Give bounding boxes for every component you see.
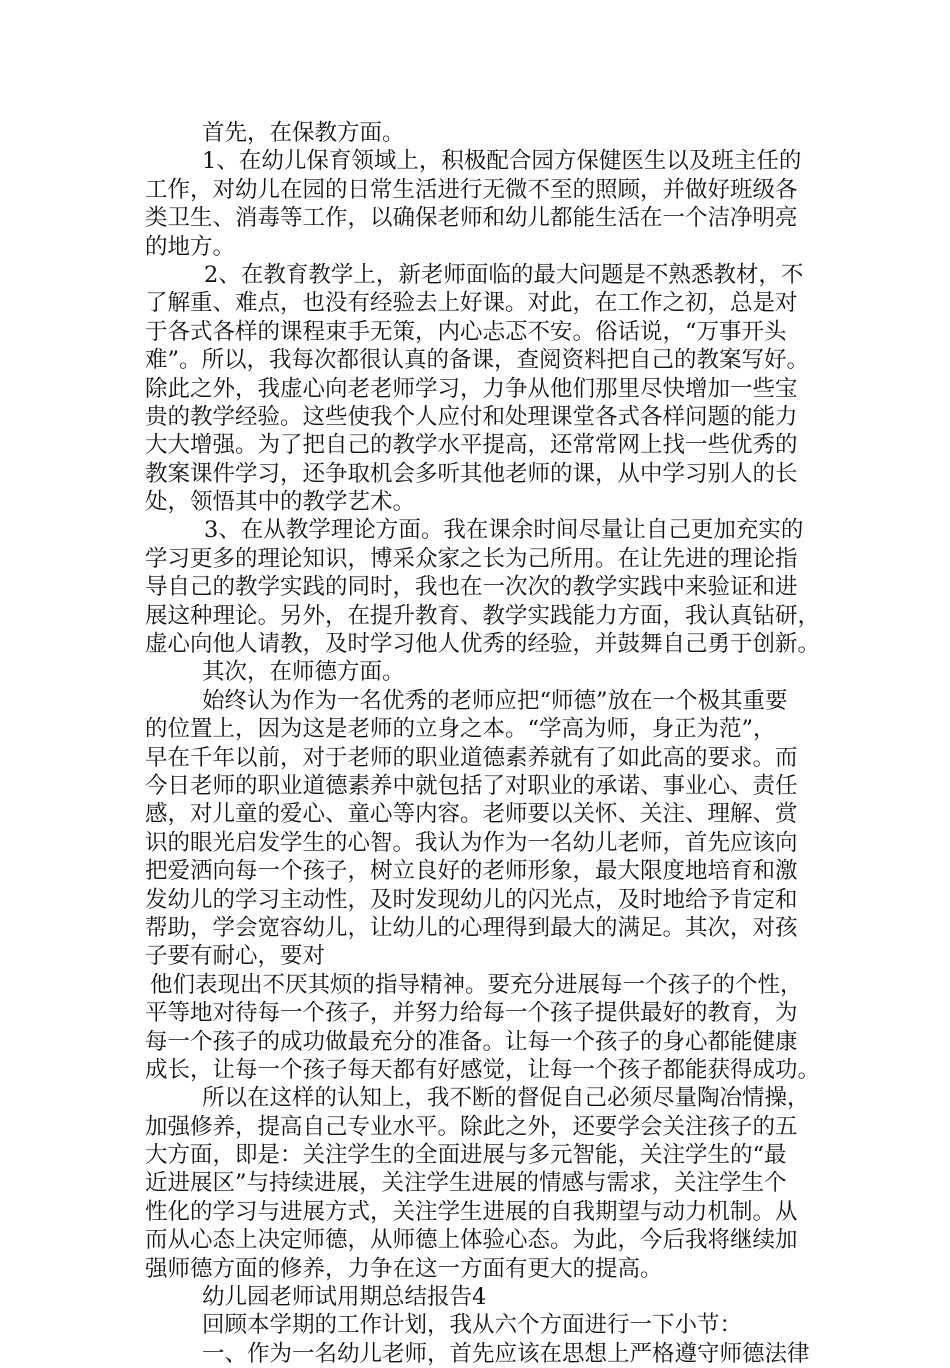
text-line: 1、在幼儿保育领域上，积极配合园方保健医生以及班主任的 bbox=[202, 148, 802, 175]
text-line: 难”。所以，我每次都很认真的备课，查阅资料把自己的教案写好。 bbox=[145, 347, 810, 374]
text-line: 子要有耐心，要对 bbox=[145, 943, 326, 970]
text-line: 虚心向他人请教，及时学习他人优秀的经验，并鼓舞自己勇于创新。 bbox=[145, 631, 821, 658]
text-line: 始终认为作为一名优秀的老师应把“师德”放在一个极其重要 bbox=[202, 687, 788, 714]
text-line: 性化的学习与进展方式，关注学生进展的自我期望与动力机制。从 bbox=[145, 1198, 798, 1225]
text-line: 3、在从教学理论方面。我在课余时间尽量让自己更加充实的 bbox=[204, 517, 804, 544]
text-line: 每一个孩子的成功做最充分的准备。让每一个孩子的身心都能健康 bbox=[145, 1028, 798, 1055]
text-line: 而从心态上决定师德，从师德上体验心态。为此，今后我将继续加 bbox=[145, 1227, 798, 1254]
text-line: 的位置上，因为这是老师的立身之本。“学高为师，身正为范”， bbox=[145, 716, 776, 743]
text-line: 回顾本学期的工作计划，我从六个方面进行一下小节： bbox=[202, 1312, 743, 1339]
text-line: 所以在这样的认知上，我不断的督促自己必须尽量陶冶情操， bbox=[202, 1085, 810, 1112]
text-line: 教案课件学习，还争取机会多听其他老师的课，从中学习别人的长 bbox=[145, 460, 798, 487]
section-heading: 幼儿园老师试用期总结报告4 bbox=[202, 1284, 487, 1311]
text-line: 展这种理论。另外，在提升教育、教学实践能力方面，我认真钻研， bbox=[145, 602, 821, 629]
text-line: 于各式各样的课程束手无策，内心忐忑不安。俗话说，“万事开头 bbox=[145, 318, 787, 345]
text-line: 加强修养，提高自己专业水平。除此之外，还要学会关注孩子的五 bbox=[145, 1113, 798, 1140]
text-line: 识的眼光启发学生的心智。我认为作为一名幼儿老师，首先应该向 bbox=[145, 829, 798, 856]
text-line: 除此之外，我虚心向老老师学习，力争从他们那里尽快增加一些宝 bbox=[145, 375, 798, 402]
text-line: 早在千年以前，对于老师的职业道德素养就有了如此高的要求。而 bbox=[145, 744, 798, 771]
text-line: 大方面，即是：关注学生的全面进展与多元智能，关注学生的“最 bbox=[145, 1142, 787, 1169]
text-line: 他们表现出不厌其烦的指导精神。要充分进展每一个孩子的个性， bbox=[150, 971, 803, 998]
text-line: 导自己的教学实践的同时，我也在一次次的教学实践中来验证和进 bbox=[145, 574, 798, 601]
text-line: 的地方。 bbox=[145, 233, 236, 260]
text-line: 工作，对幼儿在园的日常生活进行无微不至的照顾，并做好班级各 bbox=[145, 176, 798, 203]
text-line: 处，领悟其中的教学艺术。 bbox=[145, 489, 416, 516]
text-line: 把爱洒向每一个孩子，树立良好的老师形象，最大限度地培育和激 bbox=[145, 858, 798, 885]
text-line: 了解重、难点，也没有经验去上好课。对此，在工作之初，总是对 bbox=[145, 290, 798, 317]
text-line: 近进展区”与持续进展，关注学生进展的情感与需求，关注学生个 bbox=[145, 1170, 787, 1197]
text-line: 感，对儿童的爱心、童心等内容。老师要以关怀、关注、理解、赏 bbox=[145, 801, 798, 828]
text-line: 贵的教学经验。这些使我个人应付和处理课堂各式各样问题的能力 bbox=[145, 403, 798, 430]
text-line: 成长，让每一个孩子每天都有好感觉，让每一个孩子都能获得成功。 bbox=[145, 1056, 821, 1083]
text-line: 平等地对待每一个孩子，并努力给每一个孩子提供最好的教育，为 bbox=[145, 1000, 798, 1027]
text-line: 大大增强。为了把自己的教学水平提高，还常常网上找一些优秀的 bbox=[145, 432, 798, 459]
text-line: 强师德方面的修养，力争在这一方面有更大的提高。 bbox=[145, 1255, 663, 1282]
text-line: 学习更多的理论知识，博采众家之长为己所用。在让先进的理论指 bbox=[145, 545, 798, 572]
text-line: 首先，在保教方面。 bbox=[202, 120, 405, 146]
text-line: 今日老师的职业道德素养中就包括了对职业的承诺、事业心、责任 bbox=[145, 772, 798, 799]
text-line: 一、作为一名幼儿老师，首先应该在思想上严格遵守师德法律 bbox=[202, 1340, 810, 1367]
text-line: 帮助，学会宽容幼儿，让幼儿的心理得到最大的满足。其次，对孩 bbox=[145, 914, 798, 941]
text-line: 类卫生、消毒等工作，以确保老师和幼儿都能生活在一个洁净明亮 bbox=[145, 205, 798, 232]
text-line: 2、在教育教学上，新老师面临的最大问题是不熟悉教材，不 bbox=[204, 261, 804, 288]
text-line: 其次，在师德方面。 bbox=[202, 659, 405, 686]
text-line: 发幼儿的学习主动性，及时发现幼儿的闪光点，及时地给予肯定和 bbox=[145, 886, 798, 913]
document-body bbox=[145, 119, 825, 1368]
